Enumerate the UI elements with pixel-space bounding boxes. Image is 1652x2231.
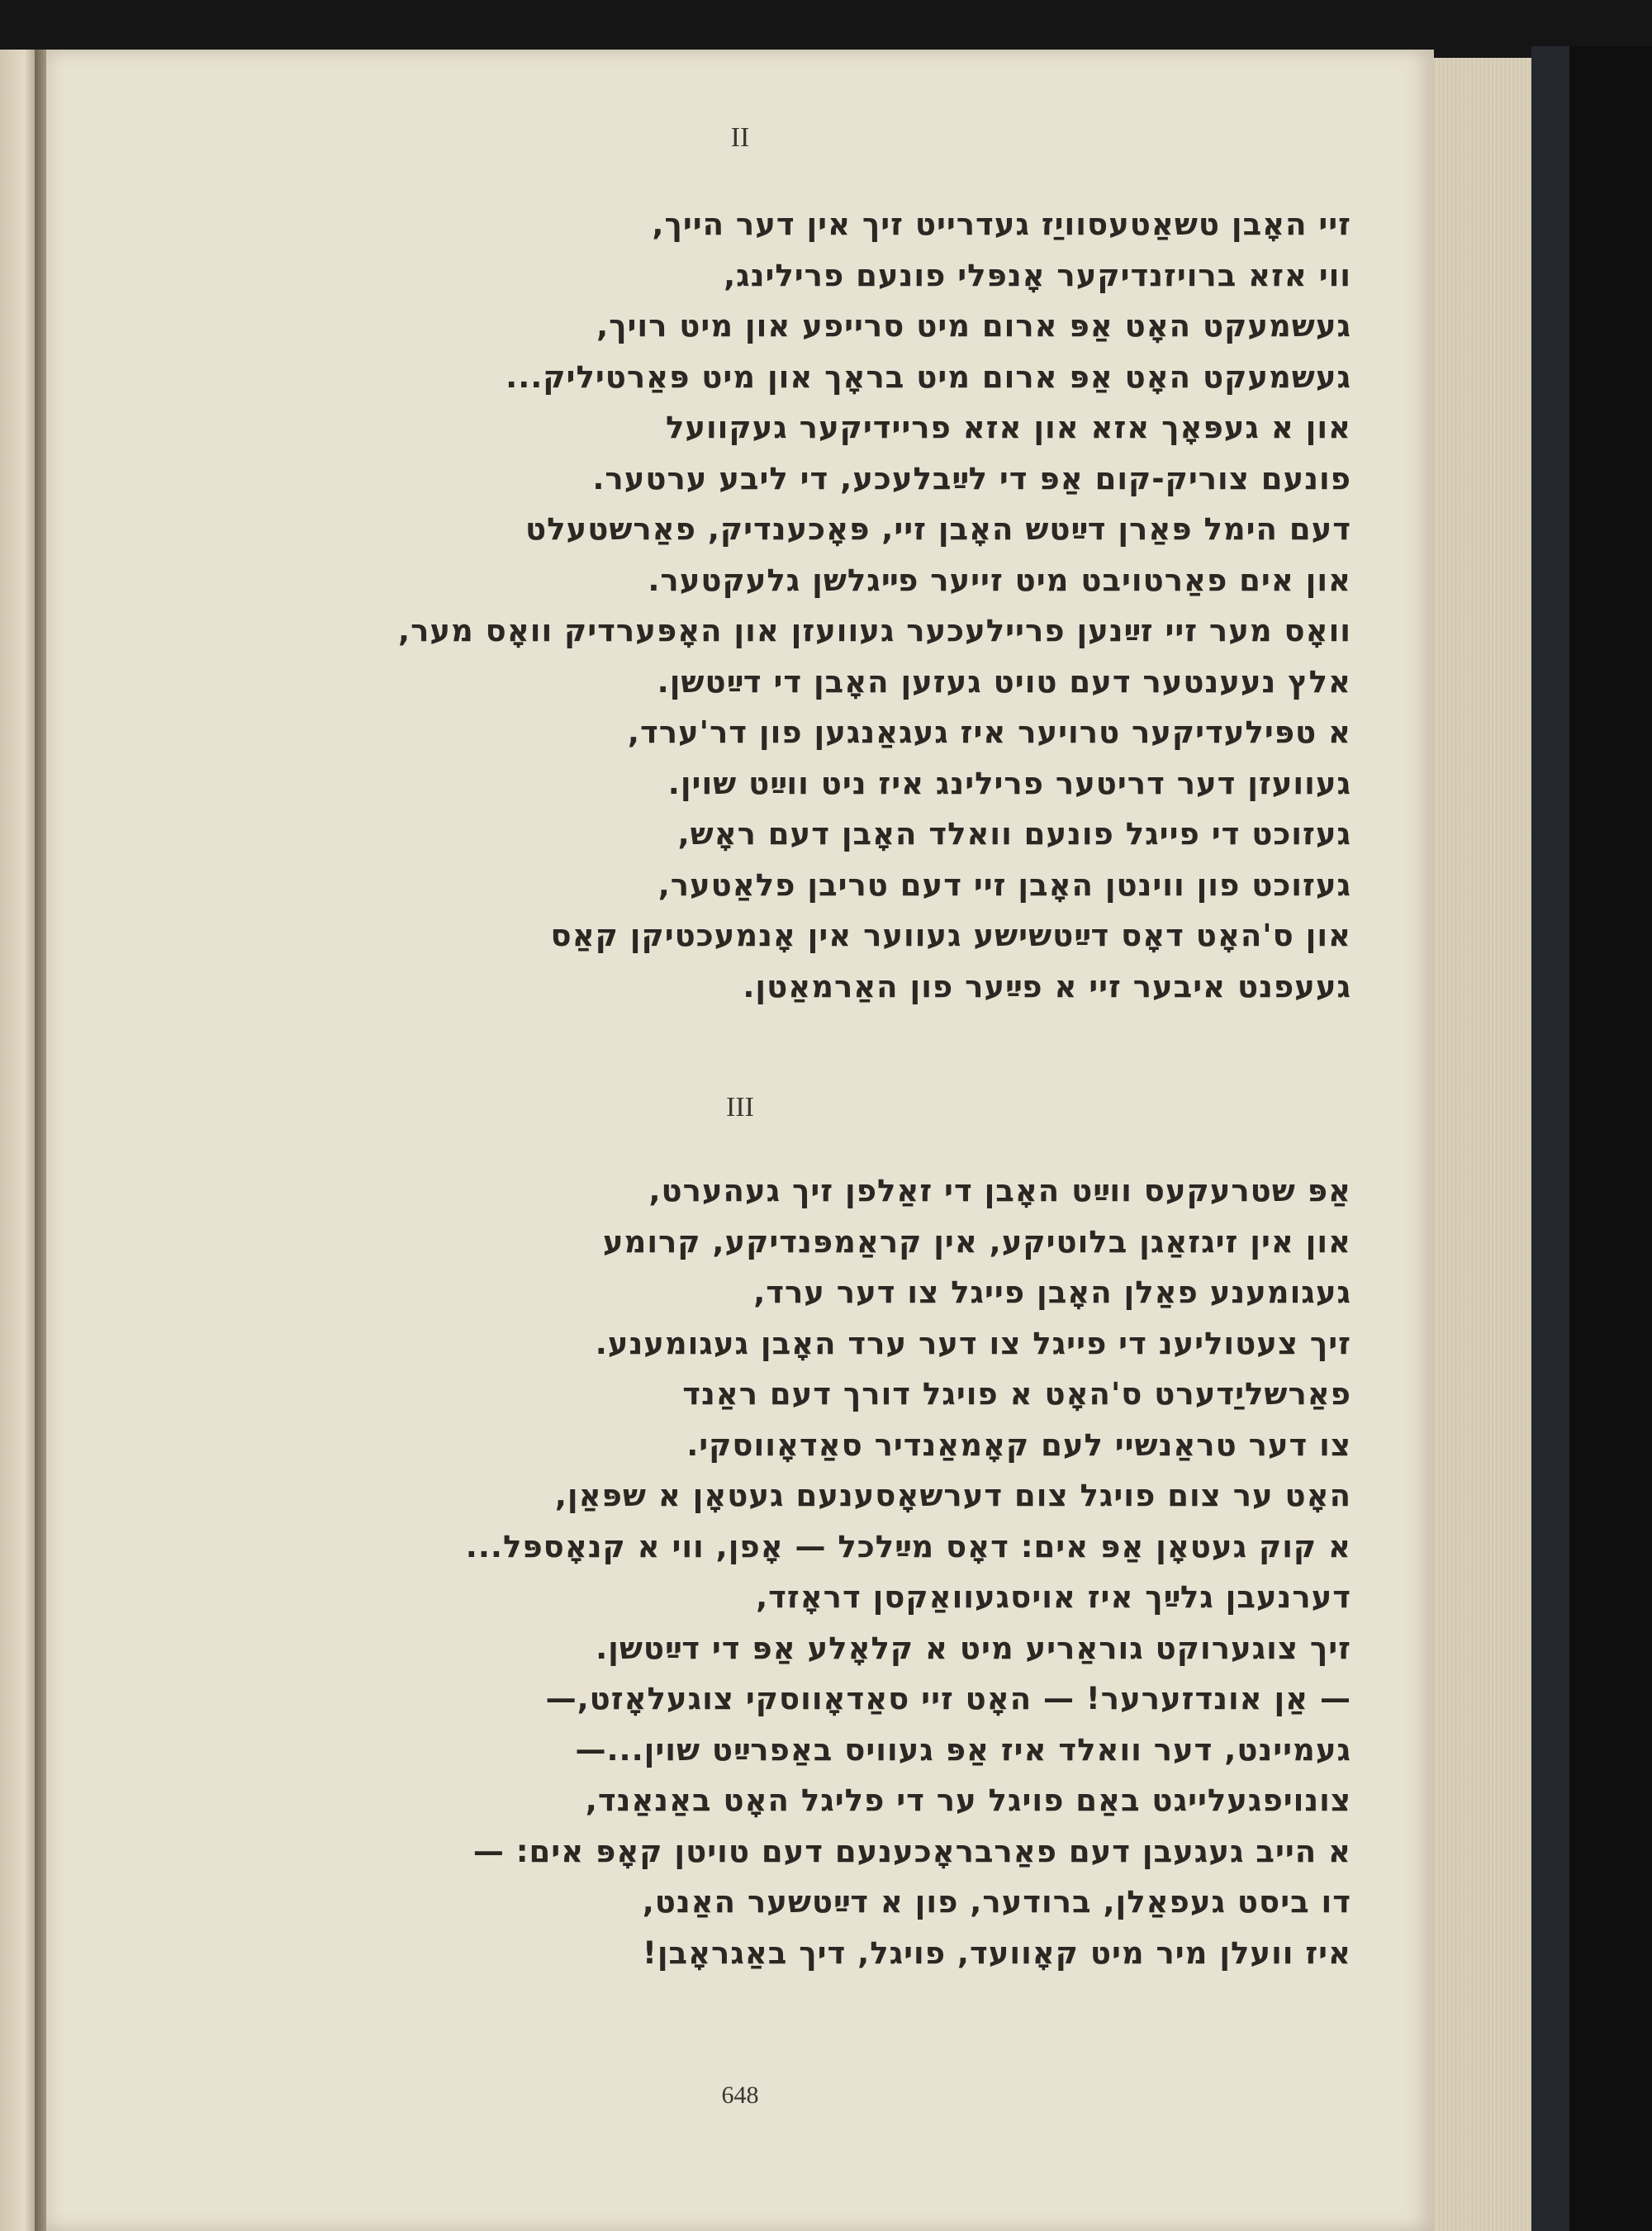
poem-line: געמיינט, דער וואלד איז אַפּ געוויס באַפרײַט שוין...— bbox=[575, 1731, 1351, 1768]
poem-line: געעפנט איבער זיי א פײַער פון האַרמאַטן. bbox=[743, 968, 1351, 1004]
poem-line: וואָס מער זיי זײַנען פריילעכער געוועזן און האָפּערדיק וואָס מער, bbox=[398, 613, 1351, 648]
poem-line: ווי אזא ברויזנדיקער אָנפּלי פונעם פרילינג, bbox=[724, 257, 1351, 293]
poem-line: און אין זיגזאַגן בלוטיקע, אין קראַמפּנדיקע, קרומע bbox=[602, 1223, 1351, 1260]
section-numeral-iii: III bbox=[726, 1092, 754, 1123]
poem-line: אַפּ שטרעקעס ווײַט האָבן די זאַלפן זיך געהערט, bbox=[648, 1173, 1351, 1208]
poem-line: און א געפּאָך אזא און אזא פריידיקער געקוועל bbox=[665, 410, 1351, 445]
poem-line: געשמעקט האָט אַפּ ארום מיט סרייפע און מיט רויך, bbox=[596, 308, 1351, 344]
poem-line: און ס'האָט דאָס דײַטשישע געווער אין אָנמעכטיקן קאַס bbox=[550, 918, 1351, 953]
page-number: 648 bbox=[721, 2081, 759, 2109]
poem-line: זיך צעטוליענ די פייגל צו דער ערד האָבן געגומענע. bbox=[595, 1325, 1351, 1361]
poem-line: א טפּילעדיקער טרויער איז געגאַנגען פון דר'ערד, bbox=[627, 714, 1351, 750]
poem-line: איז וועלן מיר מיט קאָוועד, פויגל, דיך באַגראָבן! bbox=[642, 1934, 1351, 1971]
poem-line: געוועזן דער דריטער פרילינג איז ניט ווײַט שוין. bbox=[667, 765, 1351, 801]
poem-line: א קוק געטאָן אַפּ אים: דאָס מײַלכל — אָפן, ווי א קנאָספּל... bbox=[465, 1528, 1351, 1564]
book-page bbox=[46, 50, 1434, 2231]
poem-line: זיך צוגערוקט גוראַריע מיט א קלאָלע אַפּ די דײַטשן. bbox=[596, 1630, 1351, 1666]
poem-line: פאַרשליַדערט ס'האָט א פויגל דורך דעם ראַנד bbox=[682, 1376, 1351, 1412]
previous-page-edge bbox=[0, 50, 35, 2231]
section-numeral-ii: II bbox=[730, 122, 750, 153]
poem-line: געזוכט פון ווינטן האָבן זיי דעם טריבן פלאַטער, bbox=[657, 866, 1351, 903]
poem-line: דעם הימל פּאַרן דײַטש האָבן זיי, פּאָכענדיק, פאַרשטעלט bbox=[525, 511, 1351, 547]
poem-line: צו דער טראַנשיי לעם קאָמאַנדיר סאַדאָווסקי. bbox=[686, 1426, 1351, 1463]
poem-line: געזוכט די פייגל פונעם וואלד האָבן דעם ראָש, bbox=[677, 816, 1351, 852]
poem-line: האָט ער צום פויגל צום דערשאָסענעם געטאָן א שפּאַן, bbox=[554, 1478, 1351, 1513]
poem-line: פונעם צוריק-קום אַפּ די לײַבלעכע, די ליבע ערטער. bbox=[592, 460, 1351, 496]
poem-line: זיי האָבן טשאַטעסוויַז געדרייט זיך אין דער הייך, bbox=[652, 206, 1351, 242]
background-dark bbox=[1569, 46, 1652, 2231]
poem-line: דערנעבן גלײַך איז אויסגעוואַקסן דראָזד, bbox=[756, 1579, 1351, 1615]
poem-line: צונויפגעלייגט באַם פויגל ער די פליגל האָט באַנאַנד, bbox=[585, 1782, 1351, 1818]
poem-line: געשמעקט האָט אַפּ ארום מיט בראָך און מיט פּאַרטיליק... bbox=[506, 358, 1351, 395]
poem-line: אלץ נעענטער דעם טויט געזען האָבן די דײַטשן. bbox=[657, 663, 1351, 700]
poem-line: — אַן אונדזערער! — האָט זיי סאַדאָווסקי צוגעלאָזט,— bbox=[545, 1681, 1351, 1716]
poem-line: געגומענע פאַלן האָבן פייגל צו דער ערד, bbox=[753, 1275, 1351, 1310]
poem-line: א הייב געגעבן דעם פאַרבראָכענעם דעם טויטן קאָפּ אים: — bbox=[472, 1833, 1351, 1869]
page-edges-stack bbox=[1434, 58, 1531, 2231]
poem-line: דו ביסט געפאַלן, ברודער, פון א דײַטשער האַנט, bbox=[642, 1884, 1351, 1920]
poem-line: און אים פאַרטויבט מיט זייער פײגלשן גלעקטער. bbox=[648, 562, 1351, 598]
